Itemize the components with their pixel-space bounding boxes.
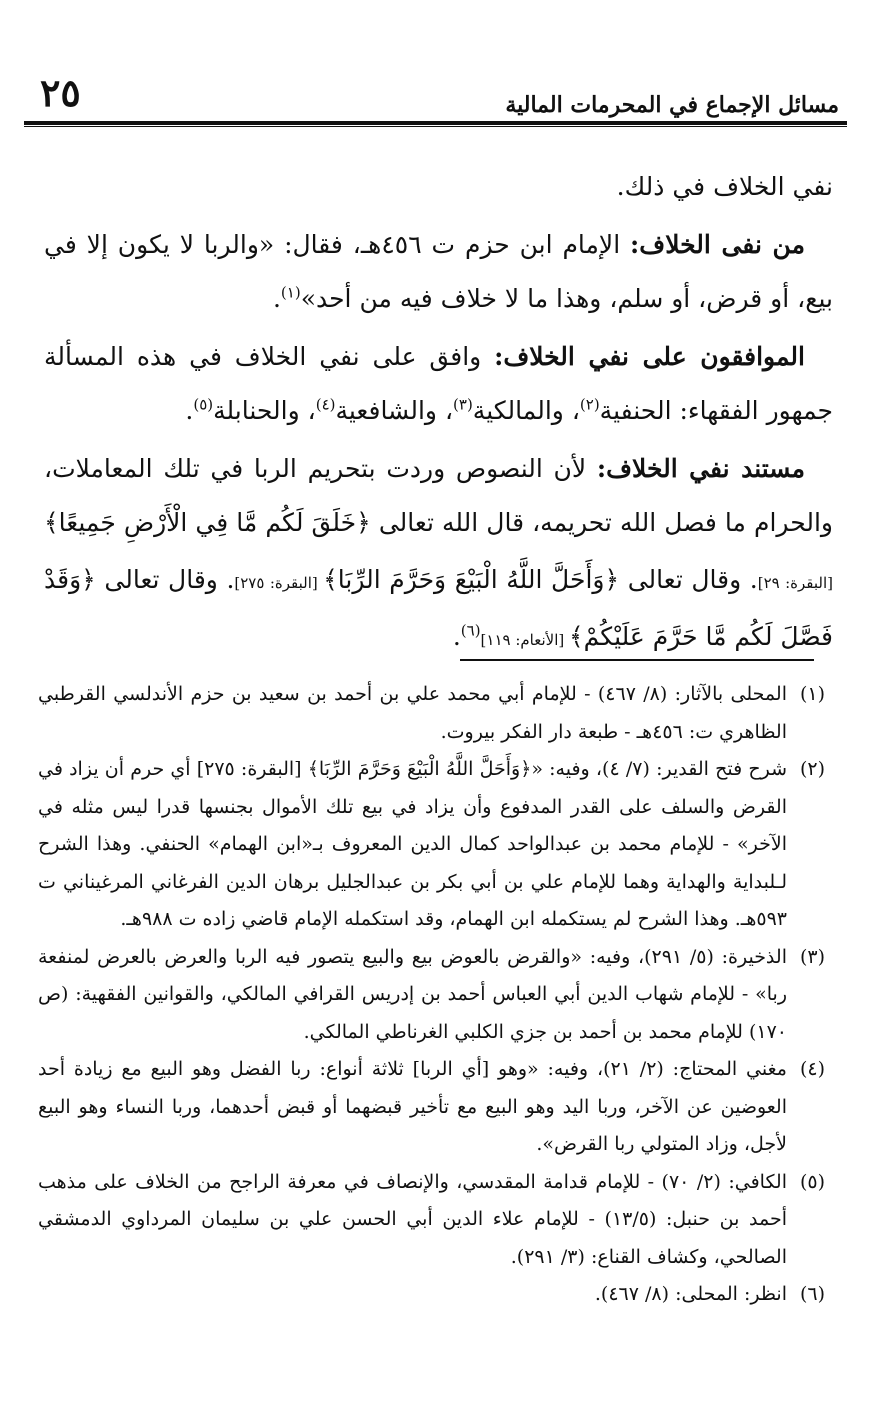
footnote-ref-6[interactable]: (٦)	[460, 621, 481, 640]
running-title: مسائل الإجماع في المحرمات المالية	[505, 92, 839, 118]
footnote-number: (١)	[799, 683, 825, 705]
heading-basis: مستند نفي الخلاف:	[596, 454, 805, 483]
verse-ref-2: [البقرة: ٢٧٥]	[234, 574, 324, 592]
footnote-number: (٥)	[799, 1170, 825, 1193]
footnote-ref-4[interactable]: (٤)	[315, 395, 336, 414]
footnote-text: الكافي: (٢/ ٧٠) - للإمام قدامة المقدسي، والإنصاف في معرفة الراجح من الخلاف على مذهب أحمد بن حنبل: (١٣/٥) - للإمام علاء الدين أبي الحسن علي بن سليمان المرداوي الدمشقي الصالحي، وكشاف القناع: (٣/ ٢٩١).	[38, 1170, 787, 1268]
quran-verse-3: ﴿وَقَدْ فَصَّلَ لَكُم مَّا حَرَّمَ عَلَيْكُمْ﴾	[44, 565, 833, 651]
footnote-ref-2[interactable]: (٢)	[579, 395, 600, 414]
paragraph-1: نفي الخلاف في ذلك.	[616, 172, 833, 201]
paragraph-agreeing: الموافقون على نفي الخلاف: وافق على نفي الخلاف في هذه المسألة جمهور الفقهاء: الحنفية$^{(٢)}$، والمالكية$^{(٣)}$، والشافعية$^{(٤)}$، والحنابلة$^{(٥)}$.	[44, 342, 833, 425]
footnote-number: (٣)	[799, 945, 825, 968]
footnote-5	[38, 1164, 825, 1277]
footnote-number: (٦)	[799, 1283, 825, 1305]
footnote-number: (٢)	[799, 758, 825, 780]
footnote-2	[38, 751, 825, 939]
footnote-ref-1[interactable]: (١)	[280, 283, 301, 302]
footnote-text: المحلى بالآثار: (٨/ ٤٦٧) - للإمام أبي محمد علي بن أحمد بن سعيد بن حزم الأندلسي القرطبي الظاهري ت: ٤٥٦هـ - طبعة دار الفكر بيروت.	[38, 683, 787, 743]
main-text	[44, 160, 833, 667]
footnote-number: (٤)	[799, 1058, 825, 1080]
quran-verse-2: ﴿وَأَحَلَّ اللَّهُ الْبَيْعَ وَحَرَّمَ الرِّبَا﴾	[323, 565, 620, 594]
footnote-text: انظر: المحلى: (٨/ ٤٦٧).	[594, 1283, 787, 1305]
verse-ref-1: [البقرة: ٢٩]	[757, 574, 833, 592]
footnote-text: الذخيرة: (٥/ ٢٩١)، وفيه: «والقرض بالعوض بيع والبيع يتصور فيه الربا والعرض بالعرض لمنفعة ربا» - للإمام شهاب الدين أبي العباس أحمد بن إدريس القرافي المالكي، والقوانين الفقهية: (ص ١٧٠) للإمام محمد بن أحمد بن جزي الكلبي الغرناطي المالكي.	[38, 945, 787, 1043]
footnote-text: مغني المحتاج: (٢/ ٢١)، وفيه: «وهو [أي الربا] ثلاثة أنواع: ربا الفضل وهو البيع مع زيادة أحد العوضين عن الآخر، وربا اليد وهو البيع مع تأخير قبضهما أو قبض أحدهما، وربا النساء وهو البيع لأجل، وزاد المتولي ربا القرض».	[38, 1058, 787, 1155]
footnote-6	[38, 1276, 825, 1314]
footnote-ref-3[interactable]: (٣)	[453, 395, 473, 414]
heading-agreeing: الموافقون على نفي الخلاف:	[494, 342, 805, 371]
footnotes	[38, 676, 825, 1314]
paragraph-who-denied: من نفى الخلاف: الإمام ابن حزم ت ٤٥٦هـ، فقال: «والربا لا يكون إلا في بيع، أو قرض، أو سلم، وهذا ما لا خلاف فيه من أحد»$^{(١)}$.	[44, 230, 833, 313]
footnote-1	[38, 676, 825, 751]
footnote-4	[38, 1051, 825, 1164]
footnote-separator	[460, 659, 814, 661]
header-rule	[24, 121, 847, 127]
heading-who-denied: من نفى الخلاف:	[630, 230, 805, 259]
quran-verse-1: ﴿خَلَقَ لَكُم مَّا فِي الْأَرْضِ جَمِيعًا﴾	[44, 508, 371, 537]
verse-ref-3: [الأنعام: ١١٩]	[480, 631, 570, 649]
paragraph-basis: مستند نفي الخلاف: لأن النصوص وردت بتحريم الربا في تلك المعاملات، والحرام ما فصل الله تحريمه، قال الله تعالى ﴿خَلَقَ لَكُم مَّا فِي الْأَرْضِ جَمِيعًا﴾ [البقرة: ٢٩]. وقال تعالى ﴿وَأَحَلَّ اللَّهُ الْبَيْعَ وَحَرَّمَ الرِّبَا﴾ [البقرة: ٢٧٥]. وقال تعالى ﴿وَقَدْ فَصَّلَ لَكُم مَّا حَرَّمَ عَلَيْكُمْ﴾ [الأنعام: ١١٩]$^{(٦)}$.	[44, 454, 833, 651]
page-header	[36, 70, 839, 122]
footnote-text: شرح فتح القدير: (٧/ ٤)، وفيه: «﴿وَأَحَلَّ اللَّهُ الْبَيْعَ وَحَرَّمَ الرِّبَا﴾ [البقرة: ٢٧٥] أي حرم أن يزاد في القرض والسلف على القدر المدفوع وأن يزاد في بيع تلك الأموال بجنسها قدرا ليس مثله في الآخر» - للإمام محمد بن عبدالواحد كمال الدين المعروف بـ«ابن الهمام» الحنفي. وهذا الشرح لـلبداية والهداية وهما للإمام علي بن أبي بكر بن عبدالجليل برهان الدين الفرغاني المرغيناني ت ٥٩٣هـ. وهذا الشرح لم يستكمله ابن الهمام، وقد استكمله الإمام قاضي زاده ت ٩٨٨هـ.	[38, 758, 788, 930]
page-number: ٢٥	[40, 70, 81, 115]
footnote-3	[38, 939, 825, 1052]
footnote-ref-5[interactable]: (٥)	[193, 395, 214, 414]
